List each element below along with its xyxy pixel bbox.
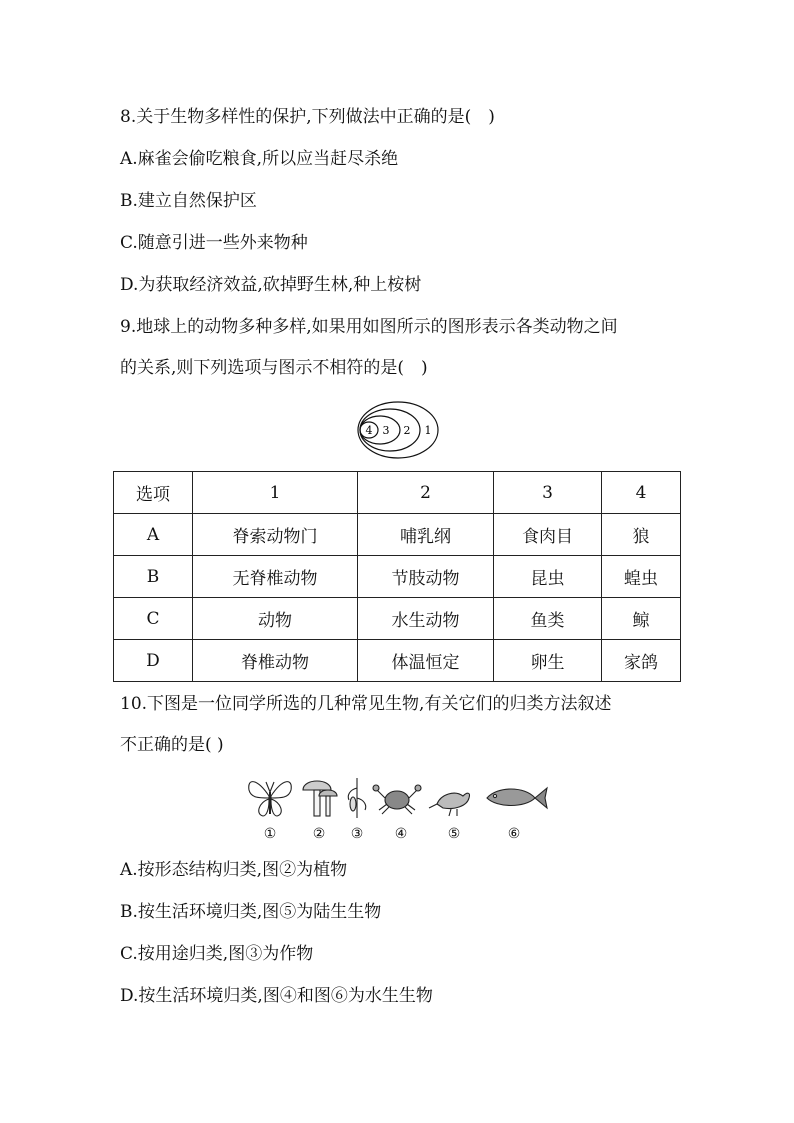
table-cell: 脊索动物门: [193, 514, 358, 556]
table-cell: 昆虫: [494, 556, 602, 598]
q10-option-d: D.按生活环境归类,图④和图⑥为水生生物: [120, 986, 433, 1006]
table-cell: D: [114, 640, 193, 682]
figure-number-3: ③: [350, 826, 364, 842]
table-cell: 动物: [193, 598, 358, 640]
q10-option-a: A.按形态结构归类,图②为植物: [120, 860, 348, 880]
table-row: [114, 514, 681, 556]
table-cell: 鱼类: [494, 598, 602, 640]
table-cell: 蝗虫: [602, 556, 681, 598]
nested-ellipses-diagram: [356, 400, 440, 460]
table-header-cell: 3: [494, 472, 602, 514]
table-cell: 狼: [602, 514, 681, 556]
q8-stem: 8.关于生物多样性的保护,下列做法中正确的是( ): [120, 107, 495, 127]
table-header-cell: 2: [358, 472, 494, 514]
q10-option-b: B.按生活环境归类,图⑤为陆生生物: [120, 902, 382, 922]
mushroom-icon: [303, 781, 337, 816]
butterfly-icon: [249, 782, 292, 816]
ellipse-label-4: 4: [365, 424, 373, 437]
ellipse-label-1: 1: [424, 424, 432, 437]
q9-options-table: [113, 471, 681, 682]
figure-number-5: ⑤: [447, 826, 461, 842]
q9-stem-line2: 的关系,则下列选项与图示不相符的是( ): [120, 358, 428, 378]
organisms-figure: [245, 774, 550, 824]
table-cell: 水生动物: [358, 598, 494, 640]
table-header-row: [114, 472, 681, 514]
table-cell: 哺乳纲: [358, 514, 494, 556]
q8-option-a: A.麻雀会偷吃粮食,所以应当赶尽杀绝: [120, 149, 399, 169]
table-cell: 家鸽: [602, 640, 681, 682]
table-row: [114, 598, 681, 640]
crab-icon: [373, 785, 421, 814]
figure-number-4: ④: [394, 826, 408, 842]
table-row: [114, 640, 681, 682]
q8-option-d: D.为获取经济效益,砍掉野生林,种上桉树: [120, 275, 422, 295]
q10-stem-line2: 不正确的是( ): [120, 735, 224, 755]
table-cell: A: [114, 514, 193, 556]
fish-icon: [487, 788, 547, 808]
ellipse-label-2: 2: [403, 424, 411, 437]
figure-number-2: ②: [312, 826, 326, 842]
q8-option-b: B.建立自然保护区: [120, 191, 257, 211]
table-cell: 节肢动物: [358, 556, 494, 598]
ellipse-label-3: 3: [382, 424, 390, 437]
table-header-cell: 1: [193, 472, 358, 514]
table-cell: C: [114, 598, 193, 640]
figure-number-6: ⑥: [507, 826, 521, 842]
table-header-cell: 4: [602, 472, 681, 514]
q8-option-c: C.随意引进一些外来物种: [120, 233, 308, 253]
pigeon-icon: [429, 793, 470, 816]
table-cell: 卵生: [494, 640, 602, 682]
figure-number-1: ①: [263, 826, 277, 842]
table-cell: 体温恒定: [358, 640, 494, 682]
table-cell: 食肉目: [494, 514, 602, 556]
q10-stem-line1: 10.下图是一位同学所选的几种常见生物,有关它们的归类方法叙述: [120, 694, 612, 714]
table-cell: B: [114, 556, 193, 598]
table-cell: 鲸: [602, 598, 681, 640]
table-cell: 脊椎动物: [193, 640, 358, 682]
table-row: [114, 556, 681, 598]
table-cell: 无脊椎动物: [193, 556, 358, 598]
q9-stem-line1: 9.地球上的动物多种多样,如果用如图所示的图形表示各类动物之间: [120, 317, 618, 337]
q10-option-c: C.按用途归类,图③为作物: [120, 944, 314, 964]
corn-icon: [348, 778, 365, 818]
table-header-cell: 选项: [114, 472, 193, 514]
